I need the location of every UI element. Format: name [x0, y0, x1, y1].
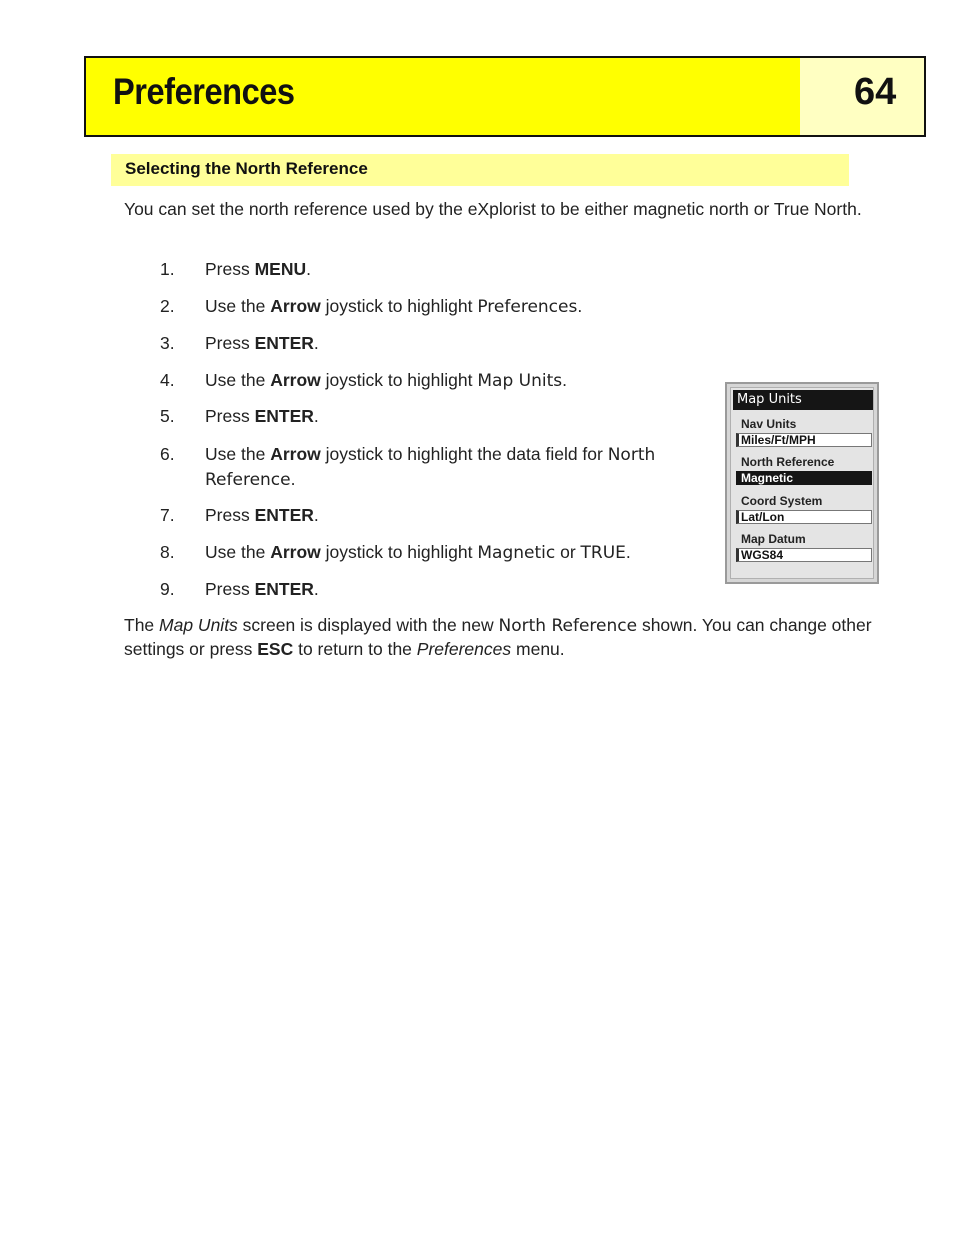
device-label-map-datum: Map Datum: [741, 532, 806, 546]
step-keyword: Arrow: [270, 444, 321, 464]
step-keyword: Arrow: [270, 370, 321, 390]
step-text-part: Press: [205, 259, 255, 279]
step-number: 5.: [160, 406, 175, 426]
step-text-part: .: [306, 259, 312, 279]
step-text-part: Use the: [205, 370, 271, 390]
step-number: 7.: [160, 505, 175, 525]
device-field-coord-system: Lat/Lon: [736, 510, 872, 524]
section-heading-bar: [111, 154, 849, 186]
step-text: [205, 294, 705, 319]
step-number: 3.: [160, 333, 175, 353]
step-text-part: .: [313, 505, 319, 525]
closing-text: menu.: [511, 639, 565, 659]
device-field-nav-units: Miles/Ft/MPH: [736, 433, 872, 447]
step-text-part: joystick to highlight the data field for: [320, 444, 608, 464]
step-text: [205, 540, 705, 565]
section-heading: Selecting the North Reference: [125, 159, 368, 178]
device-field-map-datum: WGS84: [736, 548, 872, 562]
step-text-part: .: [313, 406, 319, 426]
page-title: Preferences: [113, 71, 295, 112]
closing-text: shown. You can change other settings or press: [124, 615, 872, 659]
step-keyword: ENTER: [254, 505, 314, 525]
step-text-part: Use the: [205, 444, 271, 464]
page-header: [84, 56, 926, 137]
device-label-nav-units: Nav Units: [741, 417, 797, 431]
step-keyword: ENTER: [254, 579, 314, 599]
step-text-part: joystick to highlight: [320, 542, 478, 562]
step-keyword: Arrow: [270, 542, 321, 562]
device-title-bar: Map Units: [733, 390, 873, 410]
device-screen: [730, 387, 874, 579]
step-number: 1.: [160, 259, 175, 279]
closing-text: screen is displayed with the new: [237, 615, 499, 635]
closing-keyword: ESC: [257, 639, 294, 659]
step-text-part: Press: [205, 333, 255, 353]
step-ui-label: North: [607, 445, 656, 465]
step-text-part: .: [313, 579, 319, 599]
step-keyword: MENU: [254, 259, 307, 279]
step-text: [205, 577, 705, 601]
step-text-part: or: [555, 542, 581, 562]
device-label-coord-system: Coord System: [741, 494, 823, 508]
header-page-box: [800, 58, 924, 135]
step-text-part: .: [562, 370, 567, 390]
step-text: [205, 442, 705, 492]
step-text-part: .: [625, 542, 631, 562]
closing-text: The: [124, 615, 160, 635]
step-text-part: .: [313, 333, 319, 353]
step-ui-label: Reference: [205, 470, 291, 490]
step-text: [205, 257, 705, 281]
step-text-part: Press: [205, 505, 255, 525]
step-ui-label: Map Units: [477, 371, 563, 391]
step-keyword: ENTER: [254, 333, 314, 353]
step-number: 8.: [160, 542, 175, 562]
intro-paragraph: You can set the north reference used by the eXplorist to be either magnetic north or True North.: [124, 199, 862, 219]
device-screenshot: [725, 382, 879, 584]
device-field-north-reference: Magnetic: [736, 471, 872, 485]
step-text-part: .: [290, 469, 296, 489]
step-text-part: joystick to highlight: [320, 296, 478, 316]
step-text-part: joystick to highlight: [320, 370, 478, 390]
header-title-box: [86, 58, 800, 135]
step-text-part: .: [577, 296, 583, 316]
device-label-north-reference: North Reference: [741, 455, 835, 469]
step-text: [205, 503, 705, 527]
page-number: 64: [854, 71, 897, 113]
step-keyword: Arrow: [270, 296, 321, 316]
step-text: [205, 368, 705, 393]
step-text-part: Press: [205, 406, 255, 426]
step-text-part: Press: [205, 579, 255, 599]
step-ui-label: TRUE: [580, 543, 626, 563]
closing-ui-label: North Reference: [498, 616, 638, 636]
step-ui-label: Magnetic: [477, 543, 556, 563]
step-number: 6.: [160, 444, 175, 464]
step-text-part: Use the: [205, 542, 271, 562]
step-text: [205, 331, 705, 355]
closing-italic: Preferences: [416, 639, 512, 659]
step-text: [205, 404, 705, 428]
step-number: 4.: [160, 370, 175, 390]
closing-text: to return to the: [293, 639, 417, 659]
step-text-part: Use the: [205, 296, 271, 316]
step-keyword: ENTER: [254, 406, 314, 426]
closing-italic: Map Units: [159, 615, 238, 635]
step-number: 9.: [160, 579, 175, 599]
step-number: 2.: [160, 296, 175, 316]
closing-paragraph: [124, 614, 884, 661]
step-ui-label: Preferences: [477, 297, 578, 317]
